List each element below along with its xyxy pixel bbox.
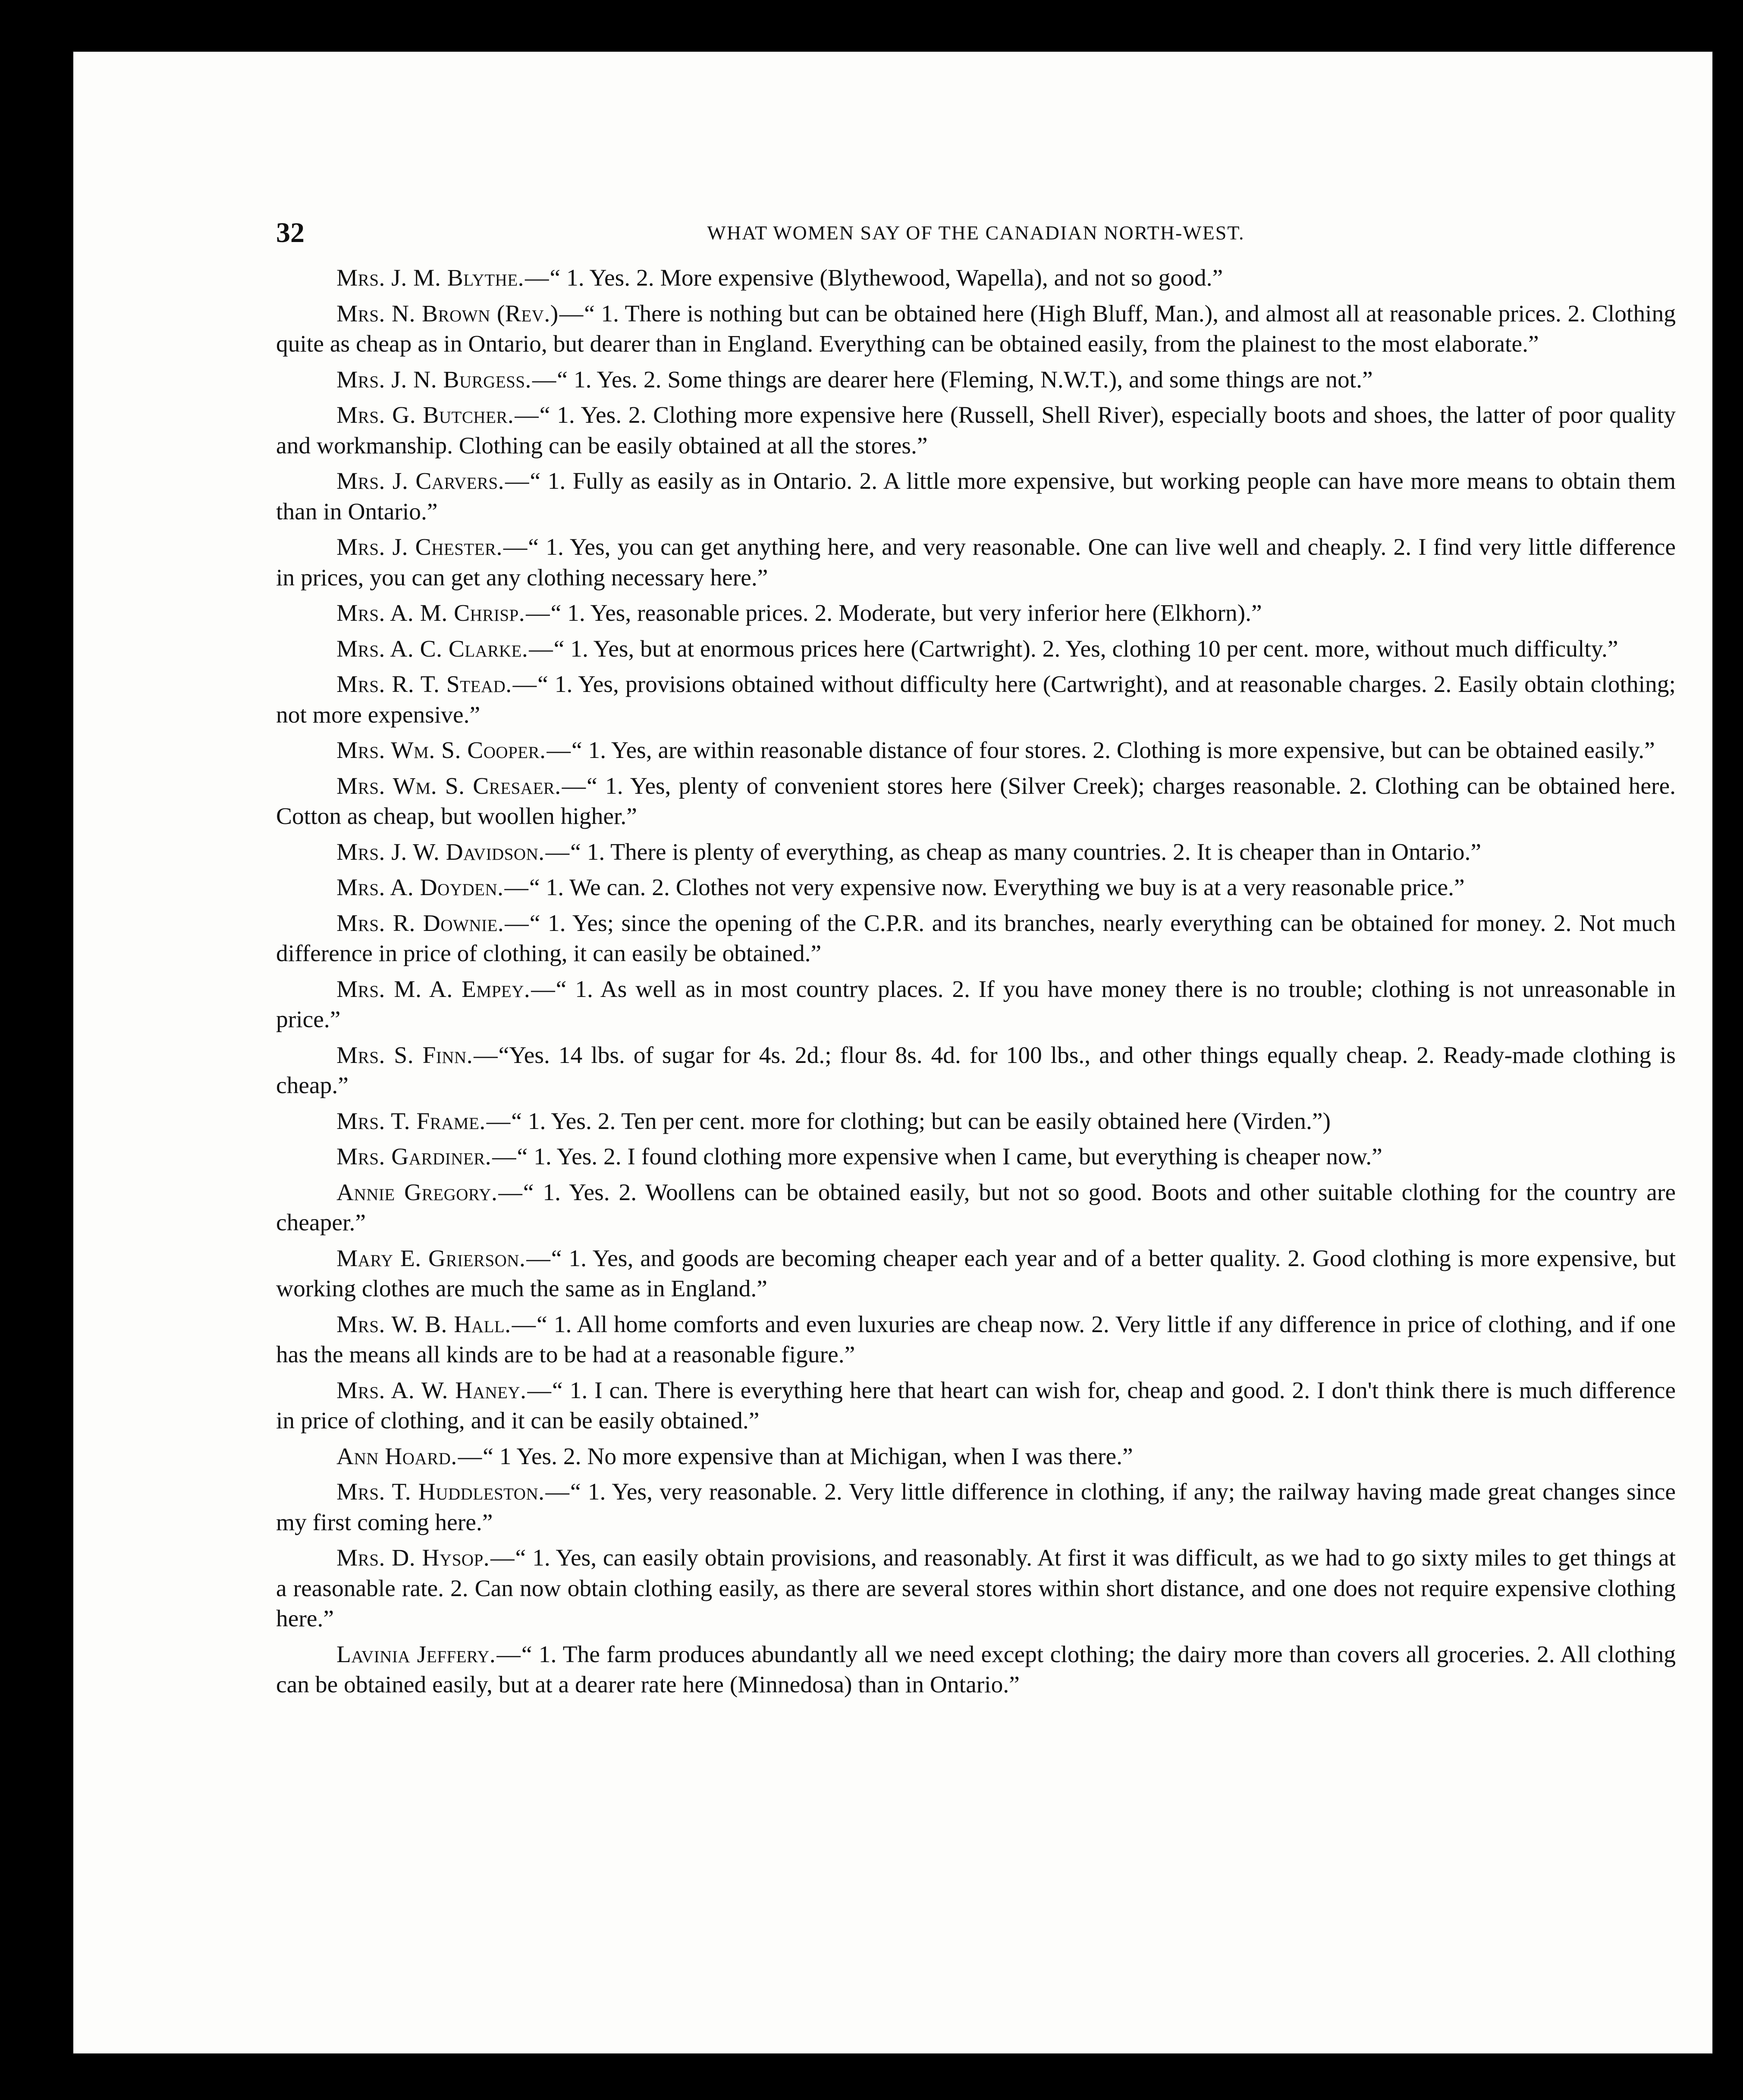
testimonial-entry [276,1310,1676,1371]
testimonial-text: “ 1. Yes. 2. Woollens can be obtained easily, but not so good. Boots and other suitable clothing for the country are cheaper.” [276,1179,1676,1236]
em-dash: — [458,1443,482,1470]
testimonial-entry [276,1442,1676,1472]
testimonial-text: “ 1. Yes, are within reasonable distance of four stores. 2. Clothing is more expensive, but can be obtained easily.” [571,737,1655,764]
testimonial-entry [276,1142,1676,1173]
running-head [276,207,1676,259]
respondent-name: Mrs. G. Butcher. [336,402,514,428]
em-dash: — [546,737,571,764]
testimonial-text: “ 1. All home comforts and even luxuries are cheap now. 2. Very little if any difference in price of clothing, and if one has the means all kinds are to be had at a reasonable figure.” [276,1311,1676,1368]
testimonial-entry [276,598,1676,629]
em-dash: — [503,534,528,560]
testimonial-entry [276,634,1676,665]
testimonial-text: “ 1. The farm produces abundantly all we need except clothing; the dairy more than covers all groceries. 2. All clothing can be obtained easily, but at a dearer rate here (Minnedosa) than in Ontario.” [276,1641,1676,1698]
testimonial-text: “ 1. Yes, reasonable prices. 2. Moderate, but very inferior here (Elkhorn).” [550,600,1262,626]
respondent-name: Mrs. T. Frame. [336,1108,486,1135]
testimonial-entry [276,1178,1676,1239]
respondent-name: Annie Gregory. [336,1179,498,1206]
respondent-name: Mrs. Wm. S. Cresaer. [336,773,561,799]
testimonial-text: “ 1. Yes. 2. Ten per cent. more for clothing; but can be easily obtained here (Virden.”) [511,1108,1331,1135]
em-dash: — [562,773,586,799]
em-dash: — [531,976,555,1003]
respondent-name: Mrs. J. M. Blythe. [336,265,524,291]
testimonial-entry [276,299,1676,360]
em-dash: — [490,1545,515,1571]
em-dash: — [545,1479,569,1505]
testimonial-text: “ 1. Yes; since the opening of the C.P.R. and its branches, nearly everything can be obtained for money. 2. Not much difference in price of clothing, it can easily be obtained.” [276,910,1676,967]
em-dash: — [474,1042,498,1069]
respondent-name: Mary E. Grierson. [336,1245,526,1272]
em-dash: — [545,839,570,865]
respondent-name: Mrs. A. Doyden. [336,874,504,901]
em-dash: — [532,366,556,393]
em-dash: — [525,265,549,291]
respondent-name: Ann Hoard. [336,1443,457,1470]
em-dash: — [527,1377,552,1404]
testimonial-entry [276,975,1676,1035]
respondent-name: Mrs. S. Finn. [336,1042,473,1069]
testimonial-text: “ 1. There is nothing but can be obtained here (High Bluff, Man.), and almost all at reasonable prices. 2. Clothing quite as cheap as in Ontario, but dearer than in England. Everything can be obtained easily, from the plainest to the most elaborate.” [276,300,1676,357]
testimonial-entry [276,400,1676,461]
respondent-name: Mrs. A. W. Haney. [336,1377,527,1404]
testimonial-text: “ 1. Yes, but at enormous prices here (Cartwright). 2. Yes, clothing 10 per cent. more, without much difficulty.” [553,635,1618,662]
em-dash: — [526,600,550,626]
testimonial-text: “ 1 Yes. 2. No more expensive than at Michigan, when I was there.” [483,1443,1133,1470]
testimonial-entry [276,909,1676,969]
testimonial-entry [276,263,1676,294]
page-number: 32 [276,217,305,248]
respondent-name: Mrs. J. W. Davidson. [336,839,545,865]
respondent-name: Mrs. J. N. Burgess. [336,366,531,393]
em-dash: — [529,635,553,662]
testimonial-text: “ 1. We can. 2. Clothes not very expensive now. Everything we buy is at a very reasonable price.” [529,874,1465,901]
em-dash: — [492,1144,516,1170]
testimonial-text: “ 1. Yes, very reasonable. 2. Very little difference in clothing, if any; the railway having made great changes since my first coming here.” [276,1479,1676,1536]
em-dash: — [486,1108,511,1135]
respondent-name: Mrs. M. A. Empey. [336,976,531,1003]
testimonial-text: “ 1. Yes, you can get anything here, and very reasonable. One can live well and cheaply. 2. I find very little difference in prices, you can get any clothing necessary here.” [276,534,1676,591]
testimonial-text: “ 1. Yes. 2. More expensive (Blythewood, Wapella), and not so good.” [550,265,1223,291]
testimonial-text: “ 1. Yes. 2. I found clothing more expensive when I came, but everything is cheaper now.” [517,1144,1382,1170]
testimonial-entry [276,1041,1676,1101]
respondent-name: Mrs. J. Chester. [336,534,502,560]
testimonial-text: “ 1. There is plenty of everything, as cheap as many countries. 2. It is cheaper than in Ontario.” [570,839,1482,865]
em-dash: — [504,874,529,901]
respondent-name: Mrs. R. Downie. [336,910,504,937]
em-dash: — [505,910,529,937]
testimonial-text: “ 1. Yes. 2. Clothing more expensive here (Russell, Shell River), especially boots and shoes, the latter of poor quality and workmanship. Clothing can be easily obtained at all the stores.” [276,402,1676,459]
testimonial-entry [276,365,1676,396]
running-title: WHAT WOMEN SAY OF THE CANADIAN NORTH-WEST. [707,222,1245,244]
testimonial-text: “ 1. Fully as easily as in Ontario. 2. A little more expensive, but working people can have more means to obtain them than in Ontario.” [276,468,1676,525]
respondent-name: Mrs. W. B. Hall. [336,1311,511,1338]
testimonial-entry [276,873,1676,903]
em-dash: — [526,1245,550,1272]
page-content [276,207,1676,1706]
testimonial-entry [276,1107,1676,1137]
respondent-name: Mrs. D. Hysop. [336,1545,490,1571]
respondent-name: Mrs. N. Brown (Rev.) [336,300,559,327]
book-page [73,52,1712,2053]
testimonial-text: “ 1. Yes, can easily obtain provisions, and reasonably. At first it was difficult, as we had to go sixty miles to get things at a reasonable rate. 2. Can now obtain clothing easily, as there are several stores within short distance, and one does not require expensive clothing here.” [276,1545,1676,1632]
testimonial-entry [276,670,1676,730]
testimonial-text: “ 1. As well as in most country places. 2. If you have money there is no trouble; clothing is not unreasonable in price.” [276,976,1676,1033]
em-dash: — [512,1311,536,1338]
em-dash: — [496,1641,521,1668]
respondent-name: Mrs. T. Huddleston. [336,1479,545,1505]
testimonial-entry [276,1477,1676,1538]
testimonial-list [276,263,1676,1701]
respondent-name: Mrs. Gardiner. [336,1144,492,1170]
testimonial-entry [276,1376,1676,1437]
testimonial-entry [276,532,1676,593]
testimonial-text: “ 1. Yes. 2. Some things are dearer here (Fleming, N.W.T.), and some things are not.” [557,366,1373,393]
testimonial-entry [276,771,1676,832]
respondent-name: Mrs. R. T. Stead. [336,671,512,698]
em-dash: — [559,300,584,327]
respondent-name: Mrs. A. M. Chrisp. [336,600,525,626]
testimonial-text: “ 1. Yes, and goods are becoming cheaper each year and of a better quality. 2. Good clothing is more expensive, but working clothes are much the same as in England.” [276,1245,1676,1302]
respondent-name: Mrs. J. Carvers. [336,468,505,494]
em-dash: — [505,468,529,494]
testimonial-entry [276,1543,1676,1635]
testimonial-entry [276,1244,1676,1305]
testimonial-entry [276,736,1676,766]
respondent-name: Mrs. Wm. S. Cooper. [336,737,546,764]
respondent-name: Lavinia Jeffery. [336,1641,496,1668]
em-dash: — [512,671,537,698]
em-dash: — [515,402,539,428]
testimonial-text: “Yes. 14 lbs. of sugar for 4s. 2d.; flour 8s. 4d. for 100 lbs., and other things equally cheap. 2. Ready-made clothing is cheap.” [276,1042,1676,1099]
testimonial-entry [276,1640,1676,1701]
testimonial-text: “ 1. I can. There is everything here that heart can wish for, cheap and good. 2. I don't think there is much difference in price of clothing, and it can be easily obtained.” [276,1377,1676,1434]
testimonial-text: “ 1. Yes, provisions obtained without difficulty here (Cartwright), and at reasonable charges. 2. Easily obtain clothing; not more expensive.” [276,671,1676,728]
respondent-name: Mrs. A. C. Clarke. [336,635,528,662]
em-dash: — [498,1179,522,1206]
testimonial-entry [276,837,1676,868]
testimonial-entry [276,466,1676,527]
testimonial-text: “ 1. Yes, plenty of convenient stores here (Silver Creek); charges reasonable. 2. Clothing can be obtained here. Cotton as cheap, but woollen higher.” [276,773,1676,830]
